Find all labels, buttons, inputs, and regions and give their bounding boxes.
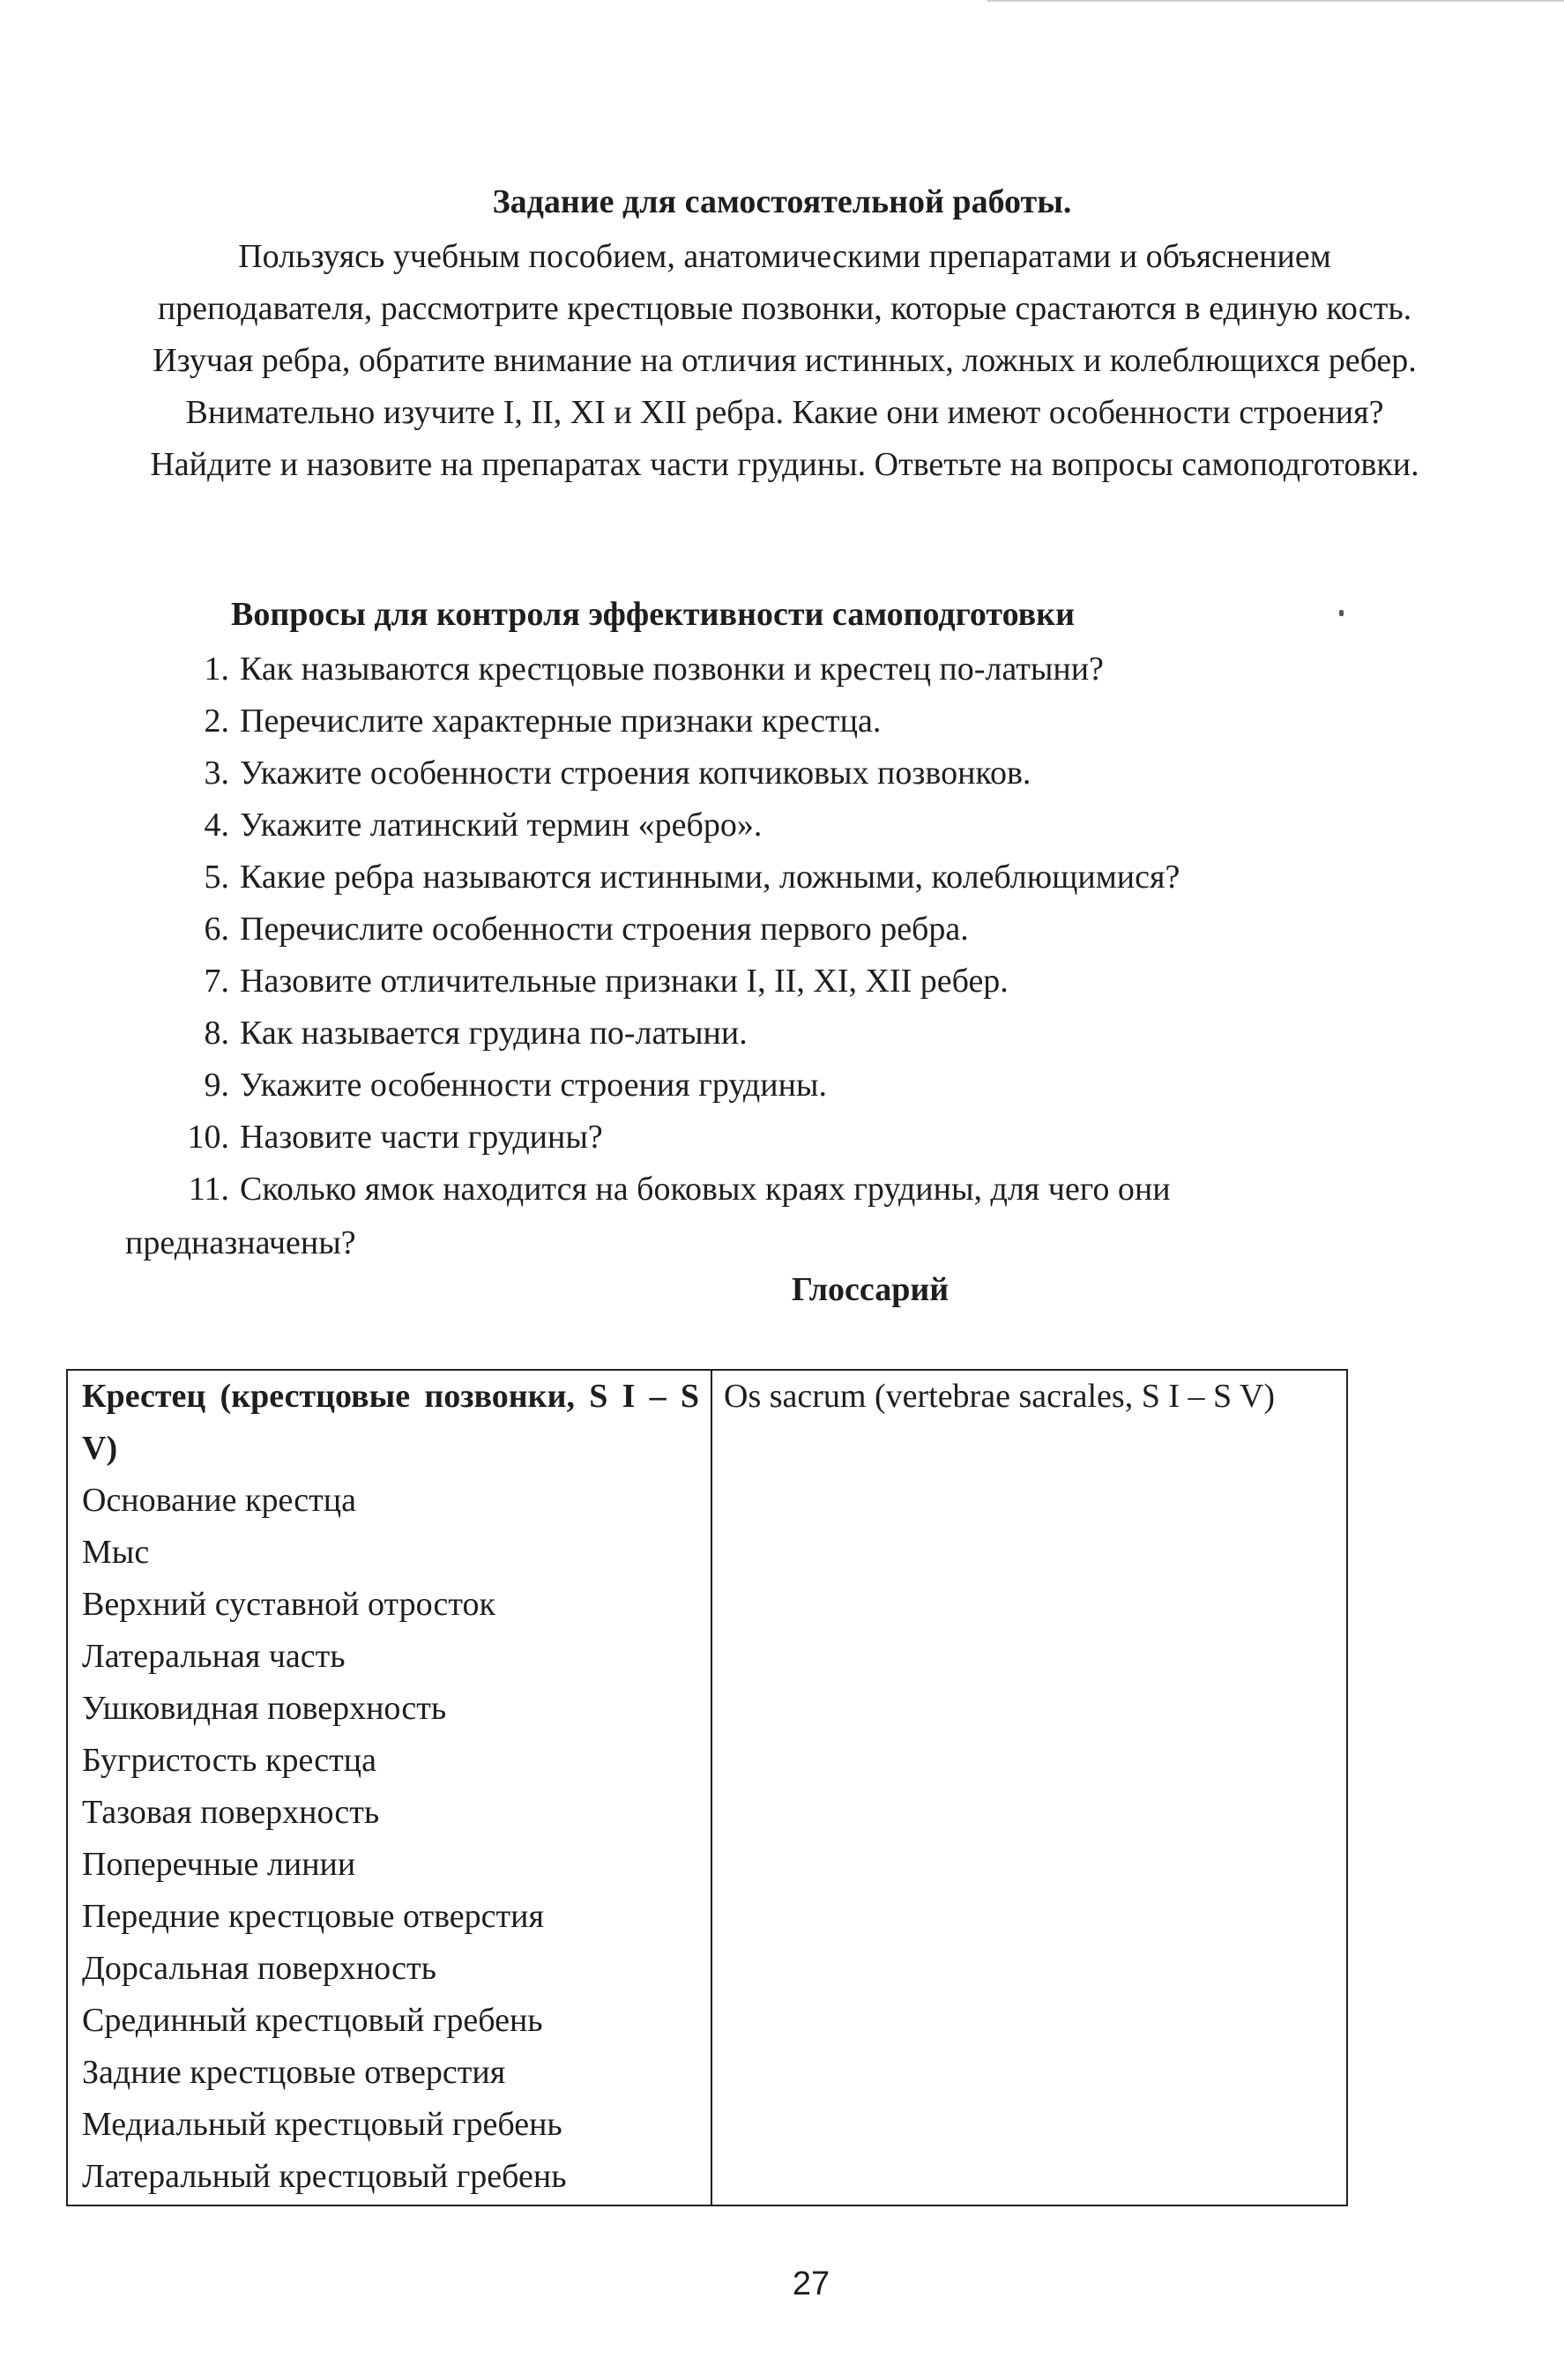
table-column-divider [711, 1371, 712, 2205]
question-number: 8. [204, 1015, 229, 1052]
question-text: Как называется грудина по-латыни. [240, 1015, 748, 1052]
glossary-russian-column [82, 1371, 699, 2203]
glossary-table [66, 1369, 1348, 2206]
glossary-title: Глоссарий [791, 1271, 950, 1308]
question-text: Перечислите особенности строения первого ребра. [240, 911, 969, 948]
question-number: 7. [204, 963, 229, 1000]
glossary-term: Бугристость крестца [82, 1742, 376, 1779]
question-text: Перечислите характерные признаки крестца. [240, 703, 882, 740]
glossary-term: Поперечные линии [82, 1846, 356, 1883]
question-text: Какие ребра называются истинными, ложными, колеблющимися? [240, 859, 1180, 896]
glossary-term: Латеральный крестцовый гребень [82, 2158, 567, 2195]
question-text: Назовите части грудины? [240, 1119, 603, 1156]
glossary-term: Мыс [82, 1534, 150, 1571]
question-text: Сколько ямок находится на боковых краях грудины, для чего они [240, 1171, 1171, 1208]
question-number: 10. [187, 1119, 229, 1156]
questions-title: Вопросы для контроля эффективности самоподготовки [231, 596, 1075, 633]
question-text: Как называются крестцовые позвонки и крестец по-латыни? [240, 651, 1104, 688]
question-text: Укажите латинский термин «ребро». [240, 807, 763, 844]
glossary-term: Дорсальная поверхность [82, 1950, 436, 1987]
glossary-term: Ушковидная поверхность [82, 1690, 447, 1727]
question-number: 4. [204, 807, 229, 844]
task-paragraph: Пользуясь учебным пособием, анатомическими препаратами и объяснением преподавателя, рассмотрите крестцовые позвонки, которые срастаются в единую кость. Изучая ребра, обратите внимание на отличия истинных, ложных и колеблющихся ребер. Внимательно изучите I, II, XI и XII ребра. Какие они имеют особенности строения? Найдите и назовите на препаратах части грудины. Ответьте на вопросы самоподготовки. [150, 238, 1419, 483]
question-text: Укажите особенности строения грудины. [240, 1067, 827, 1104]
question-number: 3. [204, 755, 229, 792]
scan-dot [1339, 610, 1344, 616]
glossary-term: Передние крестцовые отверстия [82, 1898, 544, 1935]
glossary-term: Верхний суставной отросток [82, 1586, 495, 1623]
glossary-term: Тазовая поверхность [82, 1794, 380, 1831]
question-number: 9. [204, 1067, 229, 1104]
question-11-continuation: предназначены? [125, 1224, 356, 1261]
glossary-heading-term: Крестец (крестцовые позвонки, S I – S V) [82, 1378, 699, 1467]
question-text: Укажите особенности строения копчиковых позвонков. [240, 755, 1031, 792]
question-number: 6. [204, 911, 229, 948]
page-number: 27 [792, 2265, 830, 2302]
question-number: 11. [188, 1171, 229, 1208]
question-number: 5. [204, 859, 229, 896]
glossary-latin-column: Os sacrum (vertebrae sacrales, S I – S V) [724, 1378, 1276, 1415]
glossary-term: Срединный крестцовый гребень [82, 2002, 543, 2039]
glossary-term: Латеральная часть [82, 1638, 346, 1675]
question-number: 2. [204, 703, 229, 740]
glossary-term: Основание крестца [82, 1482, 356, 1519]
glossary-term: Задние крестцовые отверстия [82, 2054, 506, 2091]
question-text: Назовите отличительные признаки I, II, XI, XII ребер. [240, 963, 1009, 1000]
glossary-term: Медиальный крестцовый гребень [82, 2106, 562, 2143]
task-title: Задание для самостоятельной работы. [492, 183, 1072, 220]
question-number: 1. [204, 651, 229, 688]
scan-edge-line [987, 0, 1564, 2]
